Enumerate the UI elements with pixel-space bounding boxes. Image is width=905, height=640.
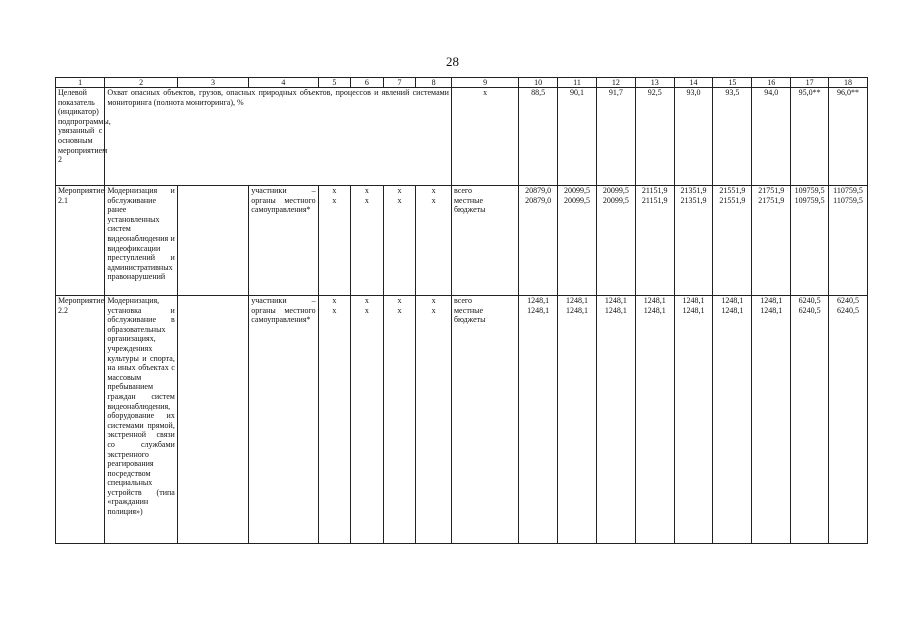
funding-source: всего местные бюджеты — [451, 296, 518, 544]
event-label: Мероприятие 2.2 — [56, 296, 105, 544]
amount: 1248,1 1248,1 — [558, 296, 597, 544]
indicator-value: 95,0** — [791, 88, 829, 186]
amount: 110759,5 110759,5 — [829, 186, 868, 296]
event-description: Модернизация и обслуживание ранее установленных систем видеонаблюдения и видеофиксации преступлений и административных правонарушений — [105, 186, 177, 296]
column-number: 8 — [416, 78, 452, 88]
column-number: 7 — [383, 78, 416, 88]
x-cell: x x — [383, 186, 416, 296]
column-number: 6 — [351, 78, 384, 88]
column-number: 2 — [105, 78, 177, 88]
event-participants: участники – органы местного самоуправления* — [249, 296, 318, 544]
column-number: 4 — [249, 78, 318, 88]
x-cell: x x — [351, 296, 384, 544]
amount: 20099,5 20099,5 — [596, 186, 635, 296]
column-number: 18 — [829, 78, 868, 88]
amount: 6240,5 6240,5 — [791, 296, 829, 544]
column-number: 14 — [674, 78, 713, 88]
amount: 21551,9 21551,9 — [713, 186, 752, 296]
column-number: 15 — [713, 78, 752, 88]
x-cell: x x — [318, 186, 351, 296]
event-description: Модернизация, установка и обслуживание в образовательных организациях, учреждениях культуры и спорта, на иных объектах с массовым пребыванием граждан систем видеонаблюдения, оборудование их системами прямой, экстренной связи со службами экстренного реагирования посредством специальных устройств (типа «гражданин полиция») — [105, 296, 177, 544]
indicator-label: Целевой показатель (индикатор) подпрограммы, увязанный с основным мероприятием 2 — [56, 88, 105, 186]
amount: 20879,0 20879,0 — [519, 186, 558, 296]
amount: 109759,5 109759,5 — [791, 186, 829, 296]
column-number: 1 — [56, 78, 105, 88]
amount: 21751,9 21751,9 — [752, 186, 791, 296]
indicator-x: x — [451, 88, 518, 186]
event-2-2-row — [56, 296, 868, 544]
x-cell: x x — [318, 296, 351, 544]
amount: 1248,1 1248,1 — [674, 296, 713, 544]
amount: 1248,1 1248,1 — [519, 296, 558, 544]
x-cell: x x — [383, 296, 416, 544]
indicator-value: 91,7 — [596, 88, 635, 186]
indicator-value: 93,0 — [674, 88, 713, 186]
indicator-description: Охват опасных объектов, грузов, опасных природных объектов, процессов и явлений системами мониторинга (полнота мониторинга), % — [105, 88, 452, 186]
x-cell: x x — [416, 296, 452, 544]
empty-cell — [177, 296, 248, 544]
empty-cell — [177, 186, 248, 296]
amount: 1248,1 1248,1 — [752, 296, 791, 544]
event-participants: участники – органы местного самоуправления* — [249, 186, 318, 296]
x-cell: x x — [416, 186, 452, 296]
column-number: 17 — [791, 78, 829, 88]
amount: 1248,1 1248,1 — [713, 296, 752, 544]
indicator-value: 96,0** — [829, 88, 868, 186]
column-number-row — [56, 78, 868, 88]
x-cell: x x — [351, 186, 384, 296]
indicator-value: 92,5 — [635, 88, 674, 186]
column-number: 16 — [752, 78, 791, 88]
column-number: 11 — [558, 78, 597, 88]
column-number: 9 — [451, 78, 518, 88]
event-label: Мероприятие 2.1 — [56, 186, 105, 296]
indicator-value: 90,1 — [558, 88, 597, 186]
amount: 20099,5 20099,5 — [558, 186, 597, 296]
indicator-value: 88,5 — [519, 88, 558, 186]
page-number: 28 — [446, 54, 459, 69]
column-number: 5 — [318, 78, 351, 88]
amount: 21351,9 21351,9 — [674, 186, 713, 296]
amount: 6240,5 6240,5 — [829, 296, 868, 544]
indicator-value: 94,0 — [752, 88, 791, 186]
column-number: 10 — [519, 78, 558, 88]
indicator-value: 93,5 — [713, 88, 752, 186]
column-number: 3 — [177, 78, 248, 88]
column-number: 13 — [635, 78, 674, 88]
amount: 1248,1 1248,1 — [635, 296, 674, 544]
amount: 21151,9 21151,9 — [635, 186, 674, 296]
amount: 1248,1 1248,1 — [596, 296, 635, 544]
column-number: 12 — [596, 78, 635, 88]
event-2-1-row — [56, 186, 868, 296]
indicator-row — [56, 88, 868, 186]
program-table — [55, 77, 868, 544]
funding-source: всего местные бюджеты — [451, 186, 518, 296]
